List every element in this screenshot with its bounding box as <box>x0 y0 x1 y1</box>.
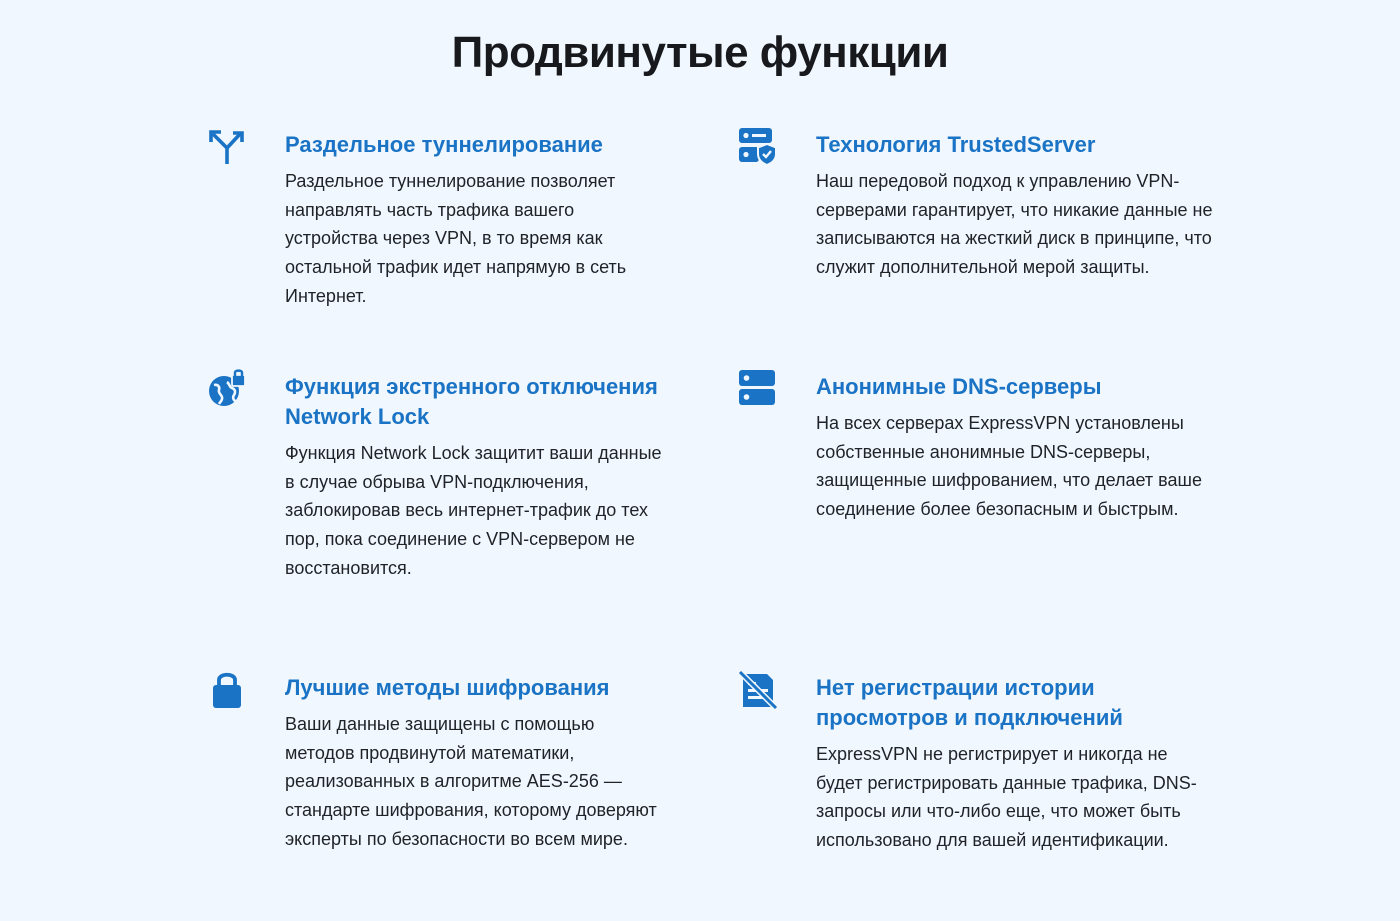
feature-description: Функция Network Lock защитит ваши данные в случае обрыва VPN-подключения, заблокировав весь интернет-трафик до тех пор, пока соединение с VPN-сервером не восстановится. <box>285 443 662 578</box>
feature-title: Нет регистрации истории просмотров и подключений <box>816 675 1123 730</box>
feature-anonymous-dns <box>816 372 1206 524</box>
feature-title: Раздельное туннелирование <box>285 132 603 157</box>
page-title: Продвинутые функции <box>451 28 949 77</box>
split-arrows-icon <box>207 126 247 166</box>
feature-title: Лучшие методы шифрования <box>285 675 610 700</box>
feature-no-logs <box>816 673 1216 855</box>
padlock-icon <box>207 669 247 709</box>
feature-description: На всех серверах ExpressVPN установлены собственные анонимные DNS-серверы, защищенные шифрованием, что делает ваше соединение более безопасным и быстрым. <box>816 413 1202 520</box>
server-stack-icon <box>738 368 778 408</box>
feature-description: Ваши данные защищены с помощью методов продвинутой математики, реализованных в алгоритме AES-256 — стандарте шифрования, которому доверяют эксперты по безопасности во всем мире. <box>285 714 657 849</box>
feature-split-tunneling <box>285 130 665 311</box>
feature-description: Раздельное туннелирование позволяет направлять часть трафика вашего устройства через VPN, в то время как остальной трафик идет напрямую в сеть Интернет. <box>285 171 627 306</box>
feature-network-lock <box>285 372 665 583</box>
feature-encryption <box>285 673 665 854</box>
feature-description: ExpressVPN не регистрирует и никогда не будет регистрировать данные трафика, DNS-запросы или что-либо еще, что может быть использовано для вашей идентификации. <box>816 744 1197 851</box>
feature-trusted-server <box>816 130 1216 282</box>
no-logs-icon <box>738 669 778 709</box>
server-shield-icon <box>738 126 778 166</box>
feature-title: Функция экстренного отключения Network Lock <box>285 374 658 429</box>
globe-lock-icon <box>207 368 247 408</box>
feature-title: Анонимные DNS-серверы <box>816 374 1102 399</box>
feature-description: Наш передовой подход к управлению VPN-серверами гарантирует, что никакие данные не записываются на жесткий диск в принципе, что служит дополнительной мерой защиты. <box>816 171 1213 278</box>
feature-title: Технология TrustedServer <box>816 132 1096 157</box>
